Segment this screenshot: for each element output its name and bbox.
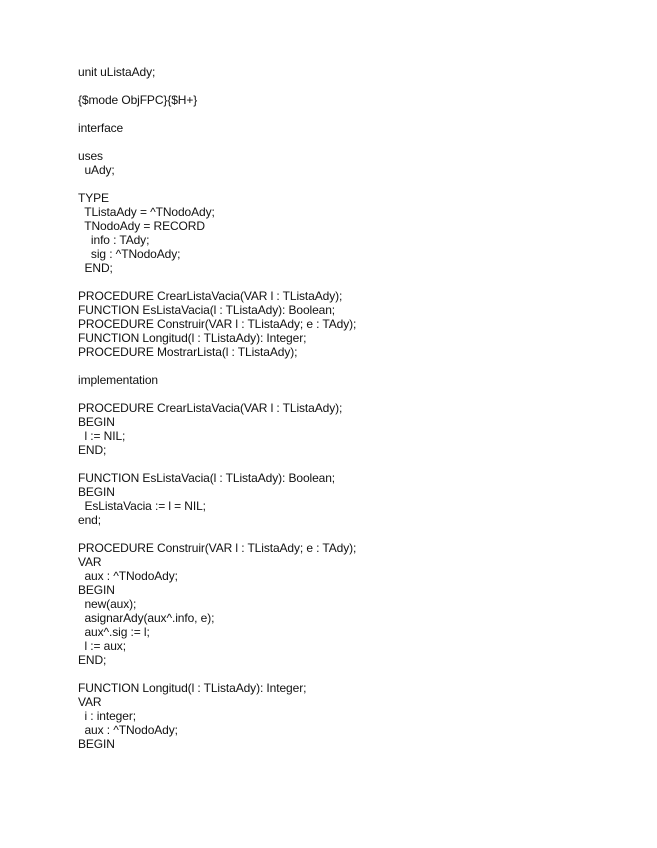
code-line: aux : ^TNodoAdy; — [78, 723, 178, 737]
code-line: l := NIL; — [78, 429, 126, 443]
code-line: aux^.sig := l; — [78, 625, 150, 639]
code-line: asignarAdy(aux^.info, e); — [78, 611, 215, 625]
code-line: FUNCTION EsListaVacia(l : TListaAdy): Boolean; — [78, 471, 336, 485]
code-line: END; — [78, 443, 107, 457]
code-line: BEGIN — [78, 485, 115, 499]
code-line: PROCEDURE Construir(VAR l : TListaAdy; e : TAdy); — [78, 317, 357, 331]
blank-line — [78, 107, 638, 121]
code-line: TNodoAdy = RECORD — [78, 219, 205, 233]
code-line: unit uListaAdy; — [78, 65, 156, 79]
blank-line — [78, 387, 638, 401]
code-line: {$mode ObjFPC}{$H+} — [78, 93, 198, 107]
code-line: PROCEDURE MostrarLista(l : TListaAdy); — [78, 345, 298, 359]
blank-line — [78, 177, 638, 191]
code-line: interface — [78, 121, 124, 135]
code-line: TYPE — [78, 191, 109, 205]
blank-line — [78, 135, 638, 149]
blank-line — [78, 457, 638, 471]
code-line: FUNCTION Longitud(l : TListaAdy): Integer; — [78, 331, 307, 345]
code-line: uses — [78, 149, 103, 163]
code-line: END; — [78, 261, 113, 275]
code-line: PROCEDURE Construir(VAR l : TListaAdy; e : TAdy); — [78, 541, 357, 555]
code-line: l := aux; — [78, 639, 126, 653]
code-line: FUNCTION Longitud(l : TListaAdy): Integer; — [78, 681, 307, 695]
code-line: VAR — [78, 695, 102, 709]
source-code-listing — [78, 65, 638, 751]
code-line: END; — [78, 653, 107, 667]
blank-line — [78, 275, 638, 289]
code-line: uAdy; — [78, 163, 115, 177]
blank-line — [78, 359, 638, 373]
code-line: BEGIN — [78, 737, 115, 751]
code-line: EsListaVacia := l = NIL; — [78, 499, 206, 513]
code-line: BEGIN — [78, 583, 115, 597]
code-line: FUNCTION EsListaVacia(l : TListaAdy): Boolean; — [78, 303, 336, 317]
code-line: TListaAdy = ^TNodoAdy; — [78, 205, 215, 219]
code-line: PROCEDURE CrearListaVacia(VAR l : TListaAdy); — [78, 401, 343, 415]
blank-line — [78, 667, 638, 681]
code-line: info : TAdy; — [78, 233, 150, 247]
code-line: VAR — [78, 555, 102, 569]
code-line: aux : ^TNodoAdy; — [78, 569, 178, 583]
code-line: new(aux); — [78, 597, 137, 611]
code-line: end; — [78, 513, 101, 527]
code-line: PROCEDURE CrearListaVacia(VAR l : TListaAdy); — [78, 289, 343, 303]
blank-line — [78, 527, 638, 541]
code-line: implementation — [78, 373, 158, 387]
blank-line — [78, 79, 638, 93]
code-line: sig : ^TNodoAdy; — [78, 247, 181, 261]
code-line: i : integer; — [78, 709, 136, 723]
code-line: BEGIN — [78, 415, 115, 429]
